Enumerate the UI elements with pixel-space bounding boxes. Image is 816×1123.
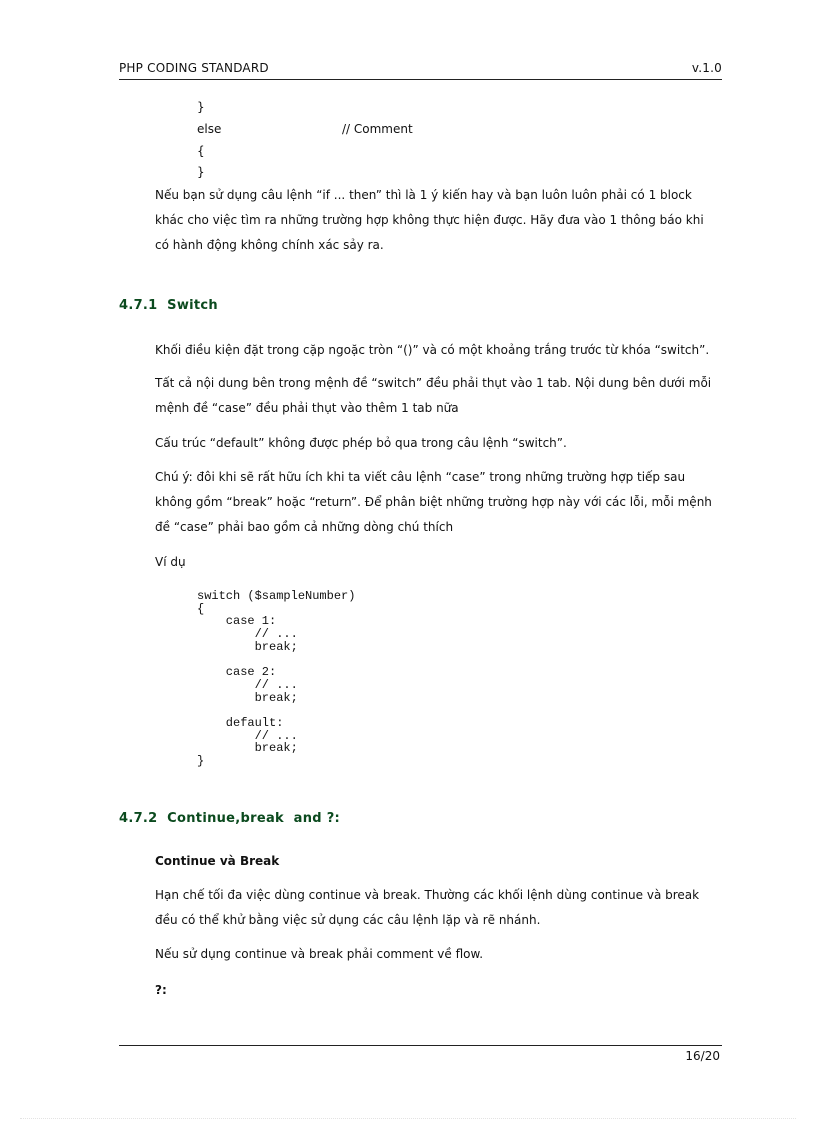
code-comment: // Comment xyxy=(342,122,413,136)
code-closing-brace: } xyxy=(197,100,205,114)
switch-paragraph-4: Chú ý: đôi khi sẽ rất hữu ích khi ta viết câu lệnh “case” trong những trường hợp tiếp sau không gồm “break” hoặc “return”. Để phân biệt những trường hợp này với các lỗi, mỗi mệnh đề “case” phải bao gồm cả những dòng chú thích xyxy=(155,470,712,534)
section-title: Switch xyxy=(167,298,218,313)
page-edge-dots xyxy=(20,1118,796,1119)
switch-paragraph-2: Tất cả nội dung bên trong mệnh đề “switch” đều phải thụt vào 1 tab. Nội dung bên dưới mỗi mệnh đề “case” đều phải thụt vào thêm 1 tab nữa xyxy=(155,376,712,415)
header-title: PHP CODING STANDARD xyxy=(119,61,269,75)
section-title: Continue,break and ?: xyxy=(167,811,341,826)
code-opening-brace: { xyxy=(197,144,205,158)
continue-paragraph-1: Hạn chế tối đa việc dùng continue và break. Thường các khối lệnh dùng continue và break đều có thể khử bằng việc sử dụng các câu lệnh lặp và rẽ nhánh. xyxy=(155,888,700,927)
subheading-continue-break: Continue và Break xyxy=(155,854,280,868)
continue-paragraph-2: Nếu sử dụng continue và break phải comment về flow. xyxy=(155,947,484,961)
switch-code-block: switch ($sampleNumber) { case 1: // ... break; case 2: // ... break; default: // ... break; } xyxy=(197,589,356,769)
page-number: 16/20 xyxy=(685,1049,720,1063)
section-number: 4.7.2 xyxy=(119,811,158,826)
section-heading-switch xyxy=(119,298,218,313)
header-rule xyxy=(119,79,722,80)
footer-rule xyxy=(119,1045,722,1046)
intro-paragraph: Nếu bạn sử dụng câu lệnh “if ... then” thì là 1 ý kiến hay và bạn luôn luôn phải có 1 block khác cho việc tìm ra những trường hợp không thực hiện được. Hãy đưa vào 1 thông báo khi có hành động không chính xác sảy ra. xyxy=(155,188,704,252)
switch-paragraph-3: Cấu trúc “default” không được phép bỏ qua trong câu lệnh “switch”. xyxy=(155,436,567,450)
section-number: 4.7.1 xyxy=(119,298,158,313)
code-else: else xyxy=(197,122,222,136)
subheading-ternary: ?: xyxy=(155,983,167,997)
section-heading-continue xyxy=(119,811,340,826)
code-closing-brace-2: } xyxy=(197,165,205,179)
switch-paragraph-1: Khối điều kiện đặt trong cặp ngoặc tròn “()” và có một khoảng trắng trước từ khóa “switch”. xyxy=(155,343,710,357)
example-label: Ví dụ xyxy=(155,555,186,569)
header-version: v.1.0 xyxy=(691,61,722,75)
